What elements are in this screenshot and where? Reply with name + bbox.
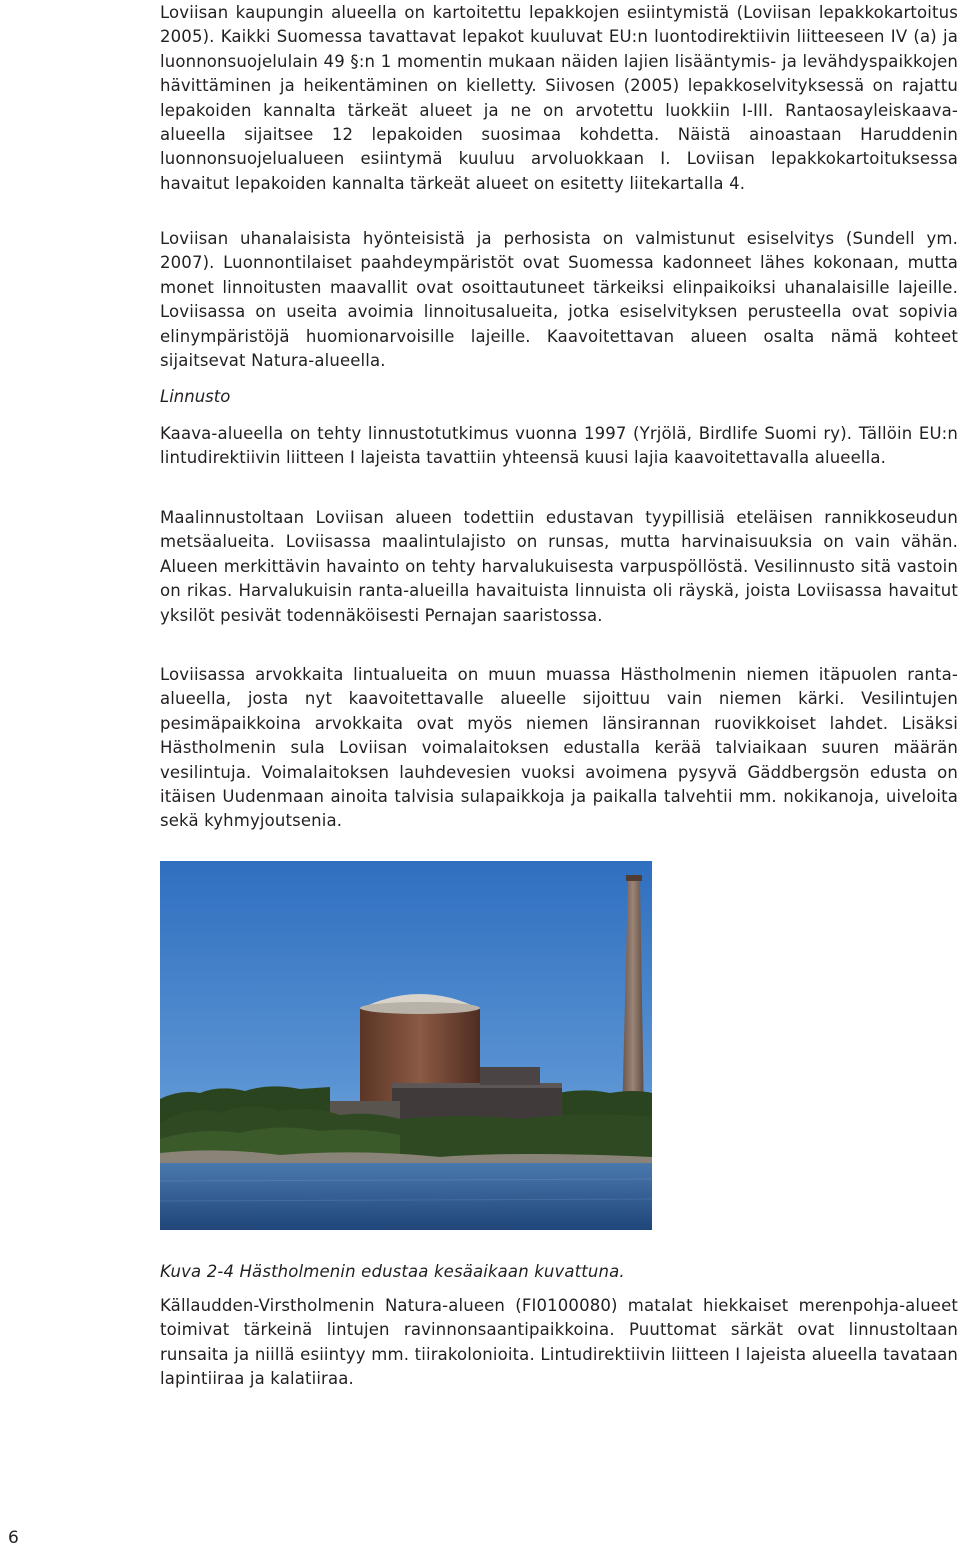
paragraph-bird-survey: Kaava-alueella on tehty linnustotutkimus vuonna 1997 (Yrjölä, Birdlife Suomi ry). Tällöin EU:n lintudirektiivin liitteen I lajeista tavattiin yhteensä kuusi lajia kaavoitettavalla alueella.: [160, 424, 958, 468]
paragraph-insects: Loviisan uhanalaisista hyönteisistä ja perhosista on valmistunut esiselvitys (Sundell ym. 2007). Luonnontilaiset paahdeympäristöt ovat Suomessa kadonneet lähes kokonaan, mutta monet linnoitusten maavallit ovat osoittautuneet tärkeiksi elinpaikoiksi uhanalaisille lajeille. Loviisassa on useita avoimia linnoitusalueita, jotka esiselvityksen perusteella ovat sopivia elinympäristöjä huomionarvoisille lajeille. Kaavoitettavan alueen osalta nämä kohteet sijaitsevat Natura-alueella.: [160, 229, 958, 371]
section-heading-linnusto: Linnusto: [160, 387, 231, 406]
paragraph-land-birds: Maalinnustoltaan Loviisan alueen todettiin edustavan tyypillisiä eteläisen rannikkoseudun metsäalueita. Loviisassa maalintulajisto on runsas, mutta harvinaisuuksia on vain vähän. Alueen merkittävin havainto on tehty harvalukuisesta varpuspöllöstä. Vesilinnusto sitä vastoin on rikas. Harvalukuisin ranta-alueilla havaituista linnuista oli räyskä, joista Loviisassa havaitut yksilöt pesivät todennäköisesti Pernajan saaristossa.: [160, 508, 958, 625]
photo-caption: Kuva 2-4 Hästholmenin edustaa kesäaikaan kuvattuna.: [160, 1262, 625, 1281]
water: [160, 1163, 652, 1230]
photo-power-plant: [160, 861, 652, 1230]
paragraph-bats: Loviisan kaupungin alueella on kartoitettu lepakkojen esiintymistä (Loviisan lepakkokartoitus 2005). Kaikki Suomessa tavattavat lepakot kuuluvat EU:n luontodirektiivin liitteeseen IV (a) ja luonnonsuojelulain 49 §:n 1 momentin mukaan näiden lajien lisääntymis- ja levähdyspaikkojen hävittäminen ja heikentäminen on kielletty. Siivosen (2005) lepakkoselvityksessä on rajattu lepakoiden kannalta tärkeät alueet ja ne on arvotettu luokkiin I-III. Rantaosayleiskaava-alueella sijaitsee 12 lepakoiden suosimaa kohdetta. Näistä ainoastaan Haruddenin luonnonsuojelualueen esiintymä kuuluu arvoluokkaan I. Loviisan lepakkokartoituksessa havaitut lepakoiden kannalta tärkeät alueet on esitetty liitekartalla 4.: [160, 3, 958, 193]
paragraph-bird-areas: Loviisassa arvokkaita lintualueita on muun muassa Hästholmenin niemen itäpuolen ranta-alueella, josta nyt kaavoitettavalle alueelle sijoittuu vain niemen kärki. Vesilintujen pesimäpaikkoina arvokkaita ovat myös niemen länsirannan ruovikkoiset lahdet. Lisäksi Hästholmenin sula Loviisan voimalaitoksen edustalla kerää talviaikaan suuren määrän vesilintuja. Voimalaitoksen lauhdevesien vuoksi avoimena pysyvä Gäddbergsön edusta on itäisen Uudenmaan ainoita talvisia sulapaikkoja ja paikalla talvehtii mm. nokikanoja, uiveloita sekä kyhmyjoutsenia.: [160, 665, 958, 831]
turbine-hall: [392, 1083, 562, 1121]
paragraph-natura-area: Källaudden-Virstholmenin Natura-alueen (FI0100080) matalat hiekkaiset merenpohja-alueet toimivat tärkeinä lintujen ravinnonsaantipaikkoina. Puuttomat särkät ovat linnustoltaan runsaita ja niillä esiintyy mm. tiirakolonioita. Lintudirektiivin liitteen I lajeista alueella tavataan lapintiiraa ja kalatiiraa.: [160, 1296, 958, 1389]
page-number: 6: [8, 1528, 19, 1548]
